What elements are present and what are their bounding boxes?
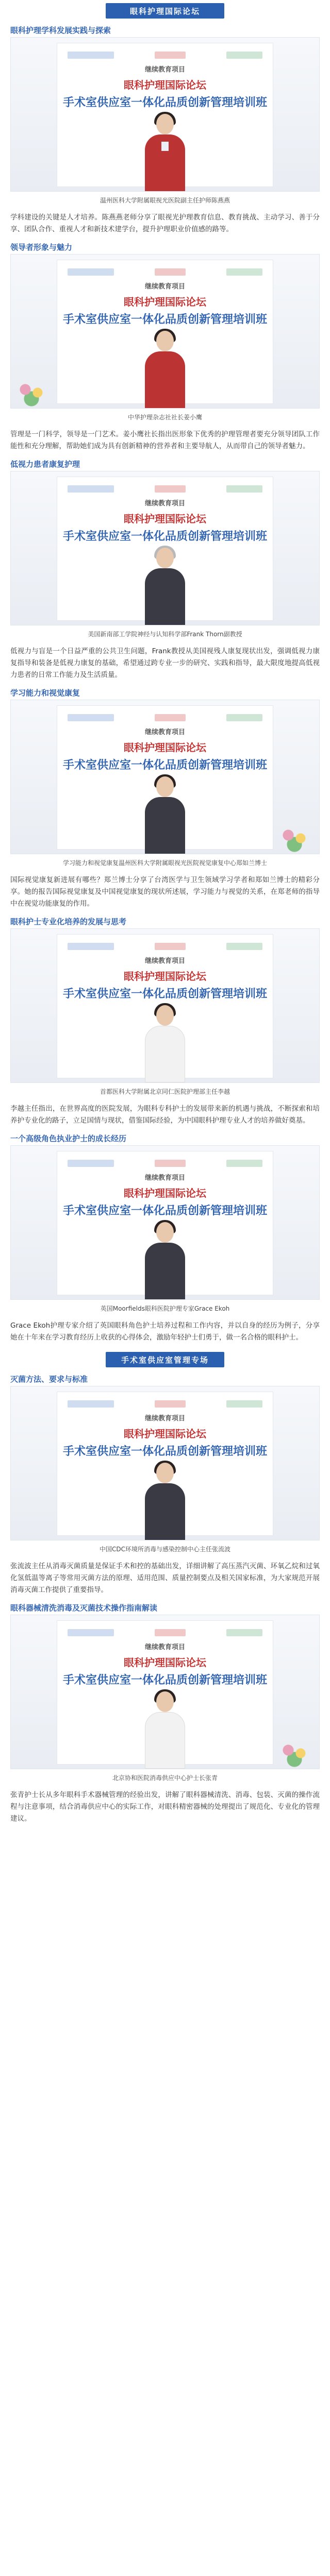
backdrop-line: 眼科护理国际论坛 [124, 513, 206, 525]
photo-caption: 学习能力和视觉康复温州医科大学附属眼视光医院视觉康复中心郑如兰博士 [62, 859, 267, 867]
backdrop-line: 继续教育项目 [144, 728, 185, 736]
sponsor-logo [155, 485, 186, 493]
speaker-figure [142, 548, 188, 625]
sponsor-logo [68, 1400, 114, 1408]
section-banner-forum: 眼科护理国际论坛 [106, 3, 224, 19]
section-title: 眼科护士专业化培养的发展与思考 [10, 917, 127, 926]
section-paragraph: 张流波主任从消毒灭菌质量是保证手术和控的基础出发，详细讲解了高压蒸汽灭菌、环氧乙烷和过氧化氢低温等离子等常用灭菌方法的原理、适用范围、质量控制要点及相关国家标准，为大家规范开展消毒灭菌工作提供了重要指导。 [10, 1562, 320, 1594]
backdrop-line: 继续教育项目 [144, 66, 185, 74]
sponsor-logo [226, 1629, 262, 1636]
section-title: 眼科器械清洗消毒及灭菌技术操作指南解读 [10, 1603, 158, 1613]
photo-caption: 英国Moorfields眼科医院护理专家Grace Ekoh [100, 1305, 230, 1312]
sponsor-logo [226, 1400, 262, 1408]
section-paragraph: 低视力与盲是一个日益严重的公共卫生问题，Frank教授从美国视残人康复现状出发，强调低视力康复指导和装备是低视力康复的基础，希望通过跨专业一步的研究、实践和指导，最大限度地提高低视力患者的日常工作能力及生活质量。 [10, 647, 320, 679]
flower-decoration [276, 823, 317, 854]
section-paragraph: 管理是一门科学，领导是一门艺术。姜小鹰社长指出医形象下优秀的护理管理者要充分领导团队工作能性和充分理解，帮助她们成为具有创新精神的营养者和主要导航人，从而带自己的领导者魅力。 [10, 430, 320, 450]
sponsor-logo [155, 1400, 186, 1408]
backdrop-line: 眼科护理国际论坛 [124, 1656, 206, 1669]
sponsor-logo [226, 1160, 262, 1167]
backdrop-line: 眼科护理国际论坛 [124, 296, 206, 308]
sponsor-logo [155, 714, 186, 721]
sponsor-logo [68, 1160, 114, 1167]
backdrop-line: 继续教育项目 [144, 957, 185, 965]
backdrop-line: 手术室供应室一体化品质创新管理培训班 [62, 1205, 267, 1217]
speaker-photo[interactable] [10, 700, 320, 854]
photo-caption: 北京协和医院消毒供应中心护士长张青 [112, 1774, 218, 1782]
backdrop-line: 眼科护理国际论坛 [124, 741, 206, 754]
sponsor-logo [155, 1160, 186, 1167]
speaker-photo[interactable] [10, 471, 320, 625]
sponsor-logo [68, 943, 114, 950]
backdrop-line: 手术室供应室一体化品质创新管理培训班 [62, 988, 267, 1001]
backdrop-line: 手术室供应室一体化品质创新管理培训班 [62, 1674, 267, 1687]
speaker-figure [142, 331, 188, 408]
sponsor-logo [155, 52, 186, 59]
backdrop-line: 手术室供应室一体化品质创新管理培训班 [62, 313, 267, 326]
photo-caption: 美国新南部工学院神经与认知科学部Frank Thorn副教授 [88, 631, 242, 638]
sponsor-logo [68, 52, 114, 59]
sponsor-logo [226, 52, 262, 59]
sponsor-logo [68, 1629, 114, 1636]
backdrop-line: 继续教育项目 [144, 1643, 185, 1651]
sponsor-logo [155, 943, 186, 950]
sponsor-logo [155, 268, 186, 276]
flower-decoration [13, 377, 54, 408]
speaker-photo[interactable] [10, 928, 320, 1083]
photo-caption: 中国CDC环境所消毒与感染控制中心主任张流波 [100, 1546, 230, 1553]
speaker-figure [142, 1222, 188, 1299]
backdrop-line: 手术室供应室一体化品质创新管理培训班 [62, 1445, 267, 1458]
section-paragraph: Grace Ekoh护理专家介绍了英国眼科角色护士培养过程和工作内容，并以自身的经历为例子，分享她在十年来在学习教育经历上收获的心得体会，激励年轻护士们勇于，做一名合格的眼科护士。 [10, 1321, 320, 1342]
sponsor-logo [226, 943, 262, 950]
backdrop-line: 眼科护理国际论坛 [124, 1187, 206, 1199]
backdrop-line: 继续教育项目 [144, 1174, 185, 1182]
speaker-figure [142, 1005, 188, 1082]
backdrop-line: 手术室供应室一体化品质创新管理培训班 [62, 96, 267, 109]
sponsor-logo [68, 268, 114, 276]
speaker-figure [142, 114, 188, 191]
flower-decoration [276, 1738, 317, 1769]
section-title: 学习能力和视觉康复 [10, 688, 80, 698]
section-paragraph: 国际视觉康复新进展有哪些？郑兰博士分享了台湾医学与卫生领域学习学者和郑如兰博士的精彩分享。她的报告国际视觉康复及中国视觉康复的现状所述展，学习能力与视觉的关系，在郑老师的指导中在视觉功能康复的作用。 [10, 876, 320, 908]
section-title: 低视力患者康复护理 [10, 460, 80, 469]
speaker-photo[interactable] [10, 1615, 320, 1769]
section-title: 一个高级角色执业护士的成长经历 [10, 1134, 127, 1143]
speaker-figure [142, 1463, 188, 1540]
backdrop-line: 继续教育项目 [144, 1415, 185, 1422]
section-paragraph: 张青护士长从多年眼科手术器械管理的经验出发，讲解了眼科器械清洗、消毒、包装、灭菌的操作流程与注意事项，结合消毒供应中心的实际工作，对眼科精密器械的处理提出了规范化、专业化的管理建议。 [10, 1791, 320, 1823]
section-paragraph: 学科建设的关键是人才培养。陈燕燕老师分享了眼视光护理教育信息、教育挑战、主动学习、善于分享、团队合作、重视人才和新技术建学台，提升护理职业价值感的路等。 [10, 213, 320, 233]
section-title: 领导者形象与魅力 [10, 243, 73, 252]
photo-caption: 温州医科大学附属眼视光医院副主任护师陈燕燕 [100, 197, 230, 204]
speaker-photo[interactable] [10, 1386, 320, 1540]
speaker-photo[interactable] [10, 1145, 320, 1300]
backdrop-line: 眼科护理国际论坛 [124, 79, 206, 91]
backdrop-line: 手术室供应室一体化品质创新管理培训班 [62, 759, 267, 772]
speaker-photo[interactable] [10, 37, 320, 192]
speaker-photo[interactable] [10, 254, 320, 409]
photo-caption: 首都医科大学附属北京同仁医院护理部主任李越 [100, 1088, 230, 1095]
backdrop-line: 眼科护理国际论坛 [124, 1428, 206, 1440]
section-title: 灭菌方法、要求与标准 [10, 1375, 88, 1384]
sponsor-logo [226, 714, 262, 721]
section-paragraph: 李越主任指出，在世界高度的医院发展，为眼科专科护士的发展带来新的机遇与挑战，不断探索和培养护专业化的路子，立足国情与现状，借鉴国际经验，为中国眼科护理专业人才的培养做好奠基。 [10, 1105, 320, 1125]
section-banner-or: 手术室供应室管理专场 [106, 1352, 224, 1367]
photo-caption: 中华护理杂志社社长姜小鹰 [127, 414, 202, 421]
section-title: 眼科护理学科发展实践与探索 [10, 26, 111, 35]
sponsor-logo [68, 485, 114, 493]
backdrop-line: 眼科护理国际论坛 [124, 970, 206, 982]
sponsor-logo [68, 714, 114, 721]
speaker-figure [142, 776, 188, 854]
backdrop-line: 继续教育项目 [144, 283, 185, 291]
backdrop-line: 手术室供应室一体化品质创新管理培训班 [62, 530, 267, 543]
backdrop-line: 继续教育项目 [144, 500, 185, 507]
sponsor-logo [226, 268, 262, 276]
sponsor-logo [226, 485, 262, 493]
speaker-figure [142, 1691, 188, 1769]
sponsor-logo [155, 1629, 186, 1636]
